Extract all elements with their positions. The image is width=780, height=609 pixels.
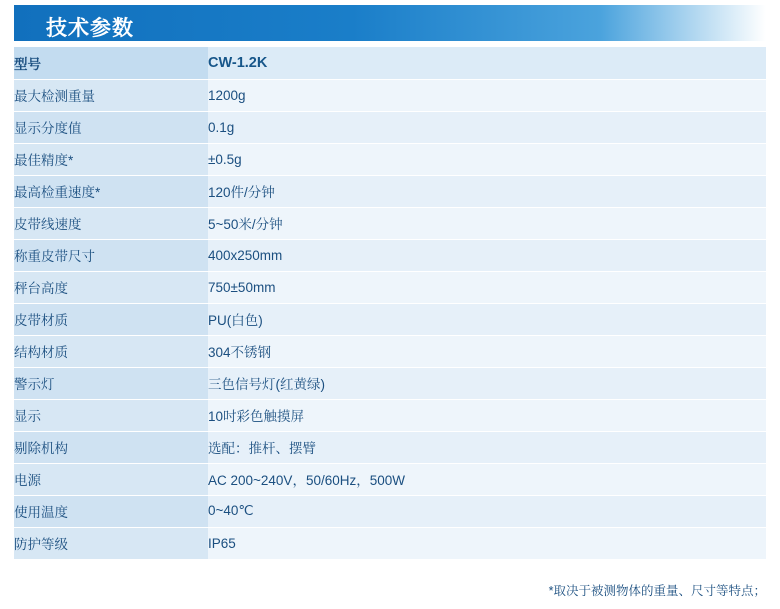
row-label: 皮带线速度 [14, 207, 208, 239]
row-label: 最佳精度* [14, 143, 208, 175]
table-row [14, 367, 766, 399]
row-value: PU(白色) [208, 303, 766, 335]
table-row [14, 271, 766, 303]
table-header-label: 型号 [14, 47, 208, 79]
row-label: 称重皮带尺寸 [14, 239, 208, 271]
row-label: 最高检重速度* [14, 175, 208, 207]
table-row [14, 79, 766, 111]
row-value: 选配：推杆、摆臂 [208, 431, 766, 463]
row-label: 皮带材质 [14, 303, 208, 335]
row-label: 警示灯 [14, 367, 208, 399]
row-value: 0.1g [208, 111, 766, 143]
row-label: 显示分度值 [14, 111, 208, 143]
table-row [14, 143, 766, 175]
page-title: 技术参数 [46, 17, 134, 40]
row-value: 10吋彩色触摸屏 [208, 399, 766, 431]
row-label: 显示 [14, 399, 208, 431]
row-value: AC 200~240V，50/60Hz，500W [208, 463, 766, 495]
table-row [14, 431, 766, 463]
table-row [14, 527, 766, 559]
row-value: 0~40℃ [208, 495, 766, 527]
table-row [14, 335, 766, 367]
table-header-value: CW-1.2K [208, 47, 766, 79]
row-value: ±0.5g [208, 143, 766, 175]
row-value: 400x250mm [208, 239, 766, 271]
row-label: 结构材质 [14, 335, 208, 367]
row-label: 最大检测重量 [14, 79, 208, 111]
row-value: 1200g [208, 79, 766, 111]
table-row [14, 175, 766, 207]
table-row [14, 303, 766, 335]
section-header-bar [14, 5, 766, 41]
specifications-table [14, 47, 766, 560]
row-value: 304不锈钢 [208, 335, 766, 367]
table-row [14, 239, 766, 271]
table-row [14, 207, 766, 239]
row-label: 电源 [14, 463, 208, 495]
table-header-row [14, 47, 766, 79]
row-label: 秤台高度 [14, 271, 208, 303]
table-row [14, 399, 766, 431]
row-value: 5~50米/分钟 [208, 207, 766, 239]
table-row [14, 495, 766, 527]
row-label: 剔除机构 [14, 431, 208, 463]
row-value: IP65 [208, 527, 766, 559]
row-value: 三色信号灯(红黄绿) [208, 367, 766, 399]
table-body [14, 47, 766, 559]
table-row [14, 463, 766, 495]
row-label: 使用温度 [14, 495, 208, 527]
row-value: 750±50mm [208, 271, 766, 303]
row-label: 防护等级 [14, 527, 208, 559]
row-value: 120件/分钟 [208, 175, 766, 207]
table-row [14, 111, 766, 143]
footnote-text: *取决于被测物体的重量、尺寸等特点； [548, 584, 766, 598]
